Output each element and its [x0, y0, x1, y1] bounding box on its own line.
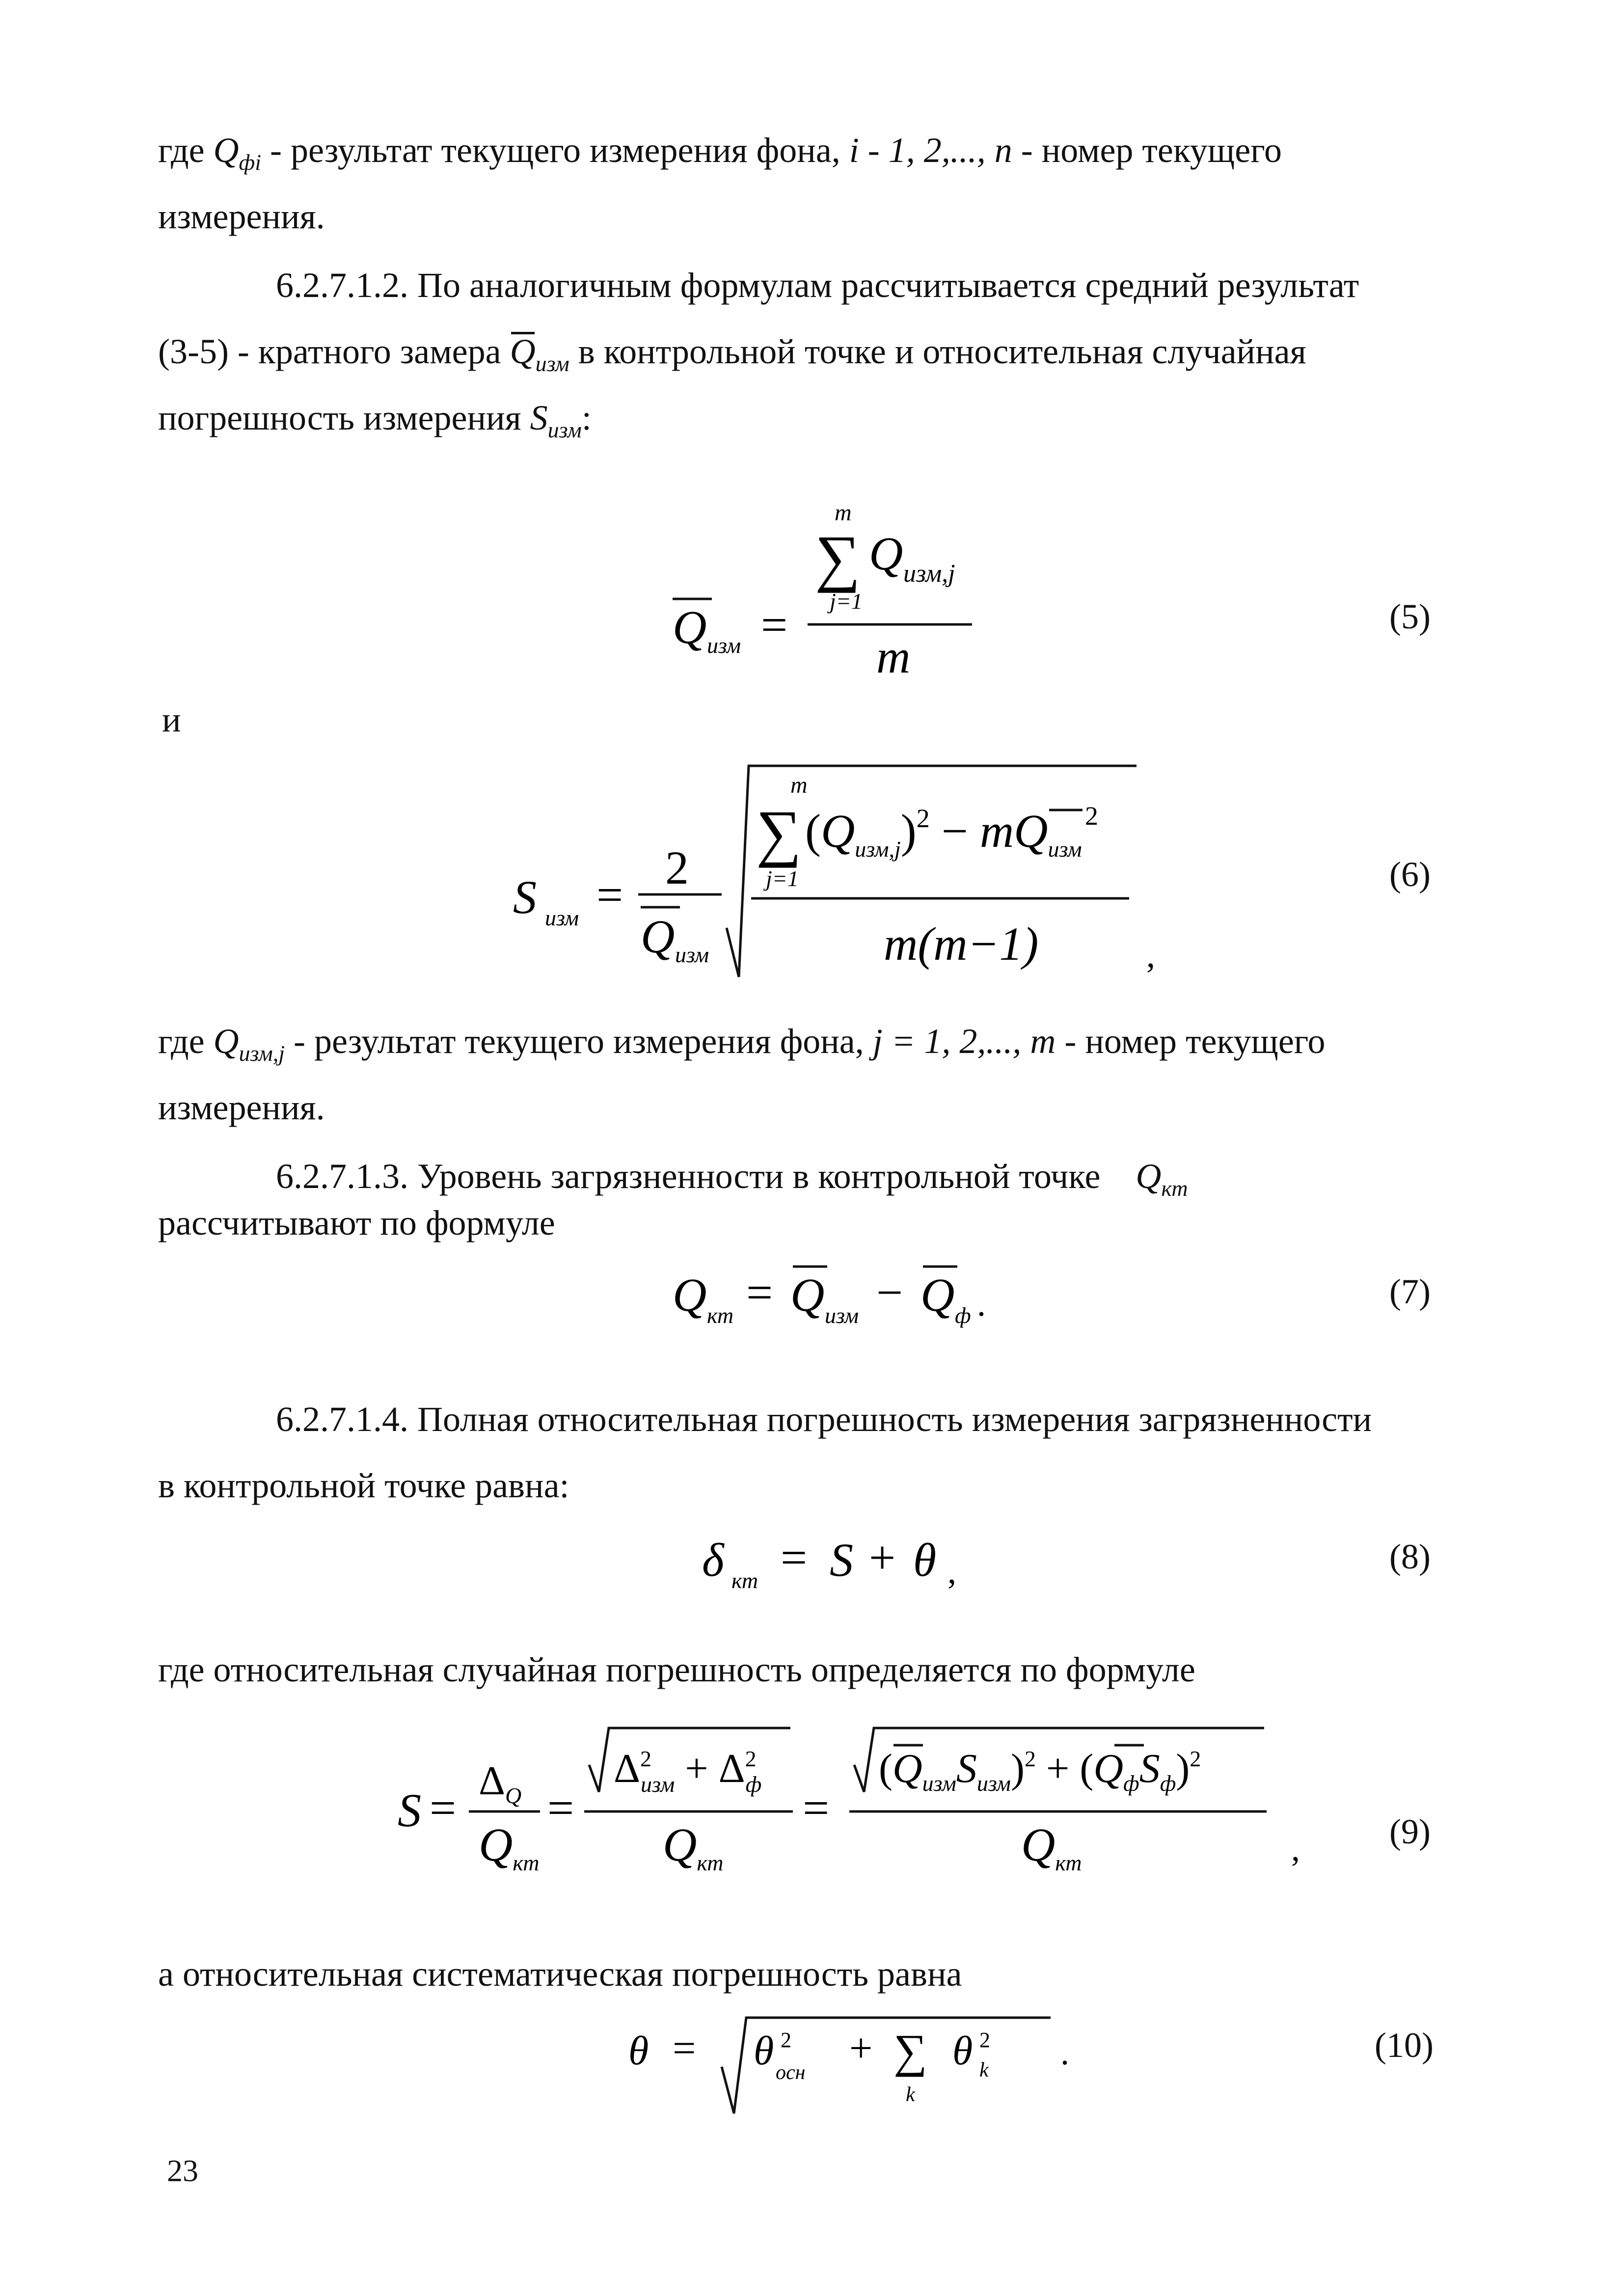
- eq7-number: (7): [1389, 1272, 1431, 1311]
- eq6-square: 2: [1085, 801, 1098, 831]
- eq9-equals-2: =: [547, 1782, 574, 1834]
- eq9-Delta-Q: $\Delta_Q$: [479, 1758, 522, 1808]
- eq9-rad1-content: $\Delta^2$ изм + $\Delta^2$ ф: [614, 1746, 762, 1797]
- eq6-lhs-sub: изм: [545, 905, 579, 930]
- conjunction-i: и: [162, 700, 181, 739]
- para4-line2: рассчитывают по формуле: [158, 1203, 555, 1243]
- eq8-equals: =: [781, 1531, 808, 1584]
- eq7-Q-phi: Q: [920, 1269, 955, 1321]
- eq5-lower-limit: j=1: [830, 589, 863, 614]
- para3-line2: измерения.: [158, 1088, 325, 1127]
- eq7-period: .: [977, 1284, 986, 1324]
- eq5-Q: Q: [869, 527, 903, 580]
- para2-line3: погрешность измерения $S_{изм}$:: [158, 398, 592, 442]
- eq10-theta: θ: [628, 2028, 649, 2074]
- eq5-number: (5): [1389, 597, 1431, 636]
- eq9-den-Q-1: $Q_{кт}$: [479, 1818, 540, 1875]
- para5-line2: в контрольной точке равна:: [158, 1466, 569, 1505]
- eq5-upper-limit: m: [835, 500, 852, 526]
- eq9-equals-1: =: [430, 1782, 457, 1834]
- para2-line1: 6.2.7.1.2. По аналогичным формулам рассчитывается средний результат: [276, 266, 1359, 305]
- eq7-Q-izm-sub: изм: [825, 1303, 859, 1328]
- eq8-theta: θ: [913, 1534, 937, 1586]
- eq10-k-lower: k: [906, 2083, 915, 2106]
- eq6-comma: ,: [1146, 936, 1155, 975]
- eq8-delta-sub: кт: [731, 1568, 758, 1593]
- eq9-den-Q-2: $Q_{кт}$: [663, 1818, 724, 1875]
- eq8-plus: +: [869, 1531, 896, 1584]
- eq6-coefficient: 2: [665, 841, 689, 894]
- eq6-number: (6): [1389, 855, 1431, 894]
- para5-line1: 6.2.7.1.4. Полная относительная погрешность измерения загрязненности: [276, 1400, 1372, 1439]
- eq8-delta: δ: [702, 1534, 724, 1586]
- eq8-comma: ,: [947, 1552, 956, 1591]
- eq5-lhs-Q: Q: [673, 601, 707, 653]
- eq6-lhs-S: S: [513, 871, 537, 923]
- eq6-equals: =: [596, 868, 623, 921]
- eq6-denominator: m(m−1): [884, 918, 1039, 970]
- eq7-lhs-sub: кт: [707, 1303, 734, 1328]
- eq6-sigma: ∑: [756, 798, 802, 868]
- eq10-square-1: 2: [781, 2028, 791, 2052]
- eq10-equals: =: [673, 2026, 696, 2071]
- eq5-sigma: ∑: [815, 523, 861, 594]
- eq6-den-Q: Q: [641, 910, 675, 963]
- eq9-S: S: [398, 1784, 421, 1837]
- para4-line1: 6.2.7.1.3. Уровень загрязненности в контрольной точке $Q_{кт}$: [276, 1157, 1188, 1201]
- para2-line2: (3-5) - кратного замера $Q_{изм}$ в контрольной точке и относительная случайная: [158, 332, 1306, 376]
- para1-line2: измерения.: [158, 197, 325, 236]
- eq10-square-2: 2: [979, 2028, 990, 2052]
- eq6-lower-limit: j=1: [766, 866, 799, 891]
- eq10-osn-sub: осн: [776, 2061, 806, 2084]
- eq5-term-sub: изм,j: [903, 560, 955, 588]
- eq9-rad2-content: $(Q_{изм}S_{изм})^2 + (Q_фS_ф)^2$: [879, 1746, 1201, 1796]
- page-number: 23: [167, 2153, 198, 2188]
- eq5-denominator: m: [876, 630, 911, 683]
- eq7-Q-izm: Q: [790, 1269, 825, 1321]
- eq9-den-Q-3: $Q_{кт}$: [1021, 1818, 1082, 1875]
- eq10-number: (10): [1375, 2026, 1434, 2065]
- para1-line1: где $Q_{фi}$ - результат текущего измерения фона, i - 1, 2,..., n - номер текущего: [158, 131, 1282, 175]
- eq10-period: .: [1060, 2033, 1069, 2072]
- eq5-lhs-sub: изм: [707, 633, 741, 658]
- eq6-upper-limit: m: [790, 772, 808, 798]
- eq9-comma: ,: [1291, 1829, 1300, 1868]
- para7-line1: а относительная систематическая погрешность равна: [158, 1954, 962, 1994]
- equation-10: [619, 1998, 1110, 2121]
- para6-line1: где относительная случайная погрешность определяется по формуле: [158, 1650, 1195, 1689]
- equation-9: [383, 1718, 1345, 1905]
- eq10-theta-osn: θ: [754, 2028, 774, 2074]
- eq7-lhs-Q: Q: [673, 1269, 707, 1321]
- eq9-equals-3: =: [803, 1782, 830, 1834]
- eq6-paren-term: $(Q_{изм,j})^2 - mQ_{изм}$: [805, 804, 1082, 862]
- eq10-plus: +: [849, 2026, 873, 2071]
- para3-line1: где $Q_{изм,j}$ - результат текущего измерения фона, j = 1, 2,..., m - номер текущего: [158, 1022, 1326, 1066]
- eq10-k-sub: k: [979, 2059, 989, 2081]
- equation-5: [638, 496, 1011, 702]
- eq6-den-sub: изм: [675, 942, 709, 967]
- equation-6: [491, 751, 1178, 1006]
- eq10-sigma: ∑: [893, 2025, 927, 2077]
- eq8-S: S: [830, 1534, 853, 1586]
- eq7-Q-phi-sub: ф: [955, 1303, 971, 1328]
- eq5-equals: =: [761, 598, 788, 651]
- eq7-equals: =: [746, 1266, 773, 1319]
- eq7-minus: −: [876, 1266, 903, 1319]
- equation-7: [658, 1247, 1051, 1345]
- eq8-number: (8): [1389, 1537, 1431, 1576]
- eq9-number: (9): [1389, 1812, 1431, 1851]
- eq10-theta-k: θ: [952, 2028, 973, 2074]
- equation-8: [687, 1512, 1031, 1600]
